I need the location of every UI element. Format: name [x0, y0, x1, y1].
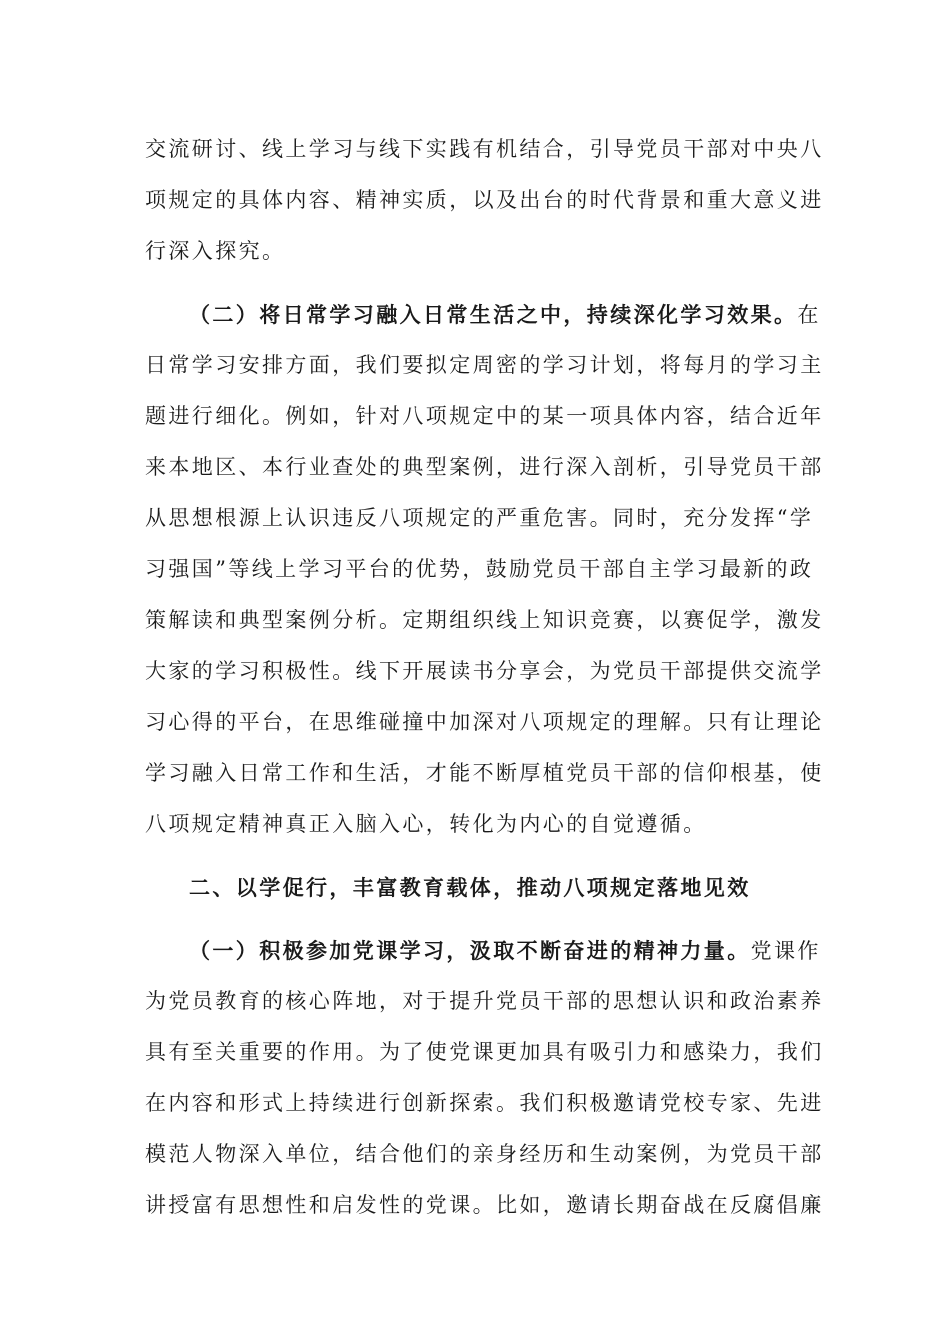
text-line: 项规定的具体内容、精神实质，以及出台的时代背景和重大意义进 [145, 188, 824, 212]
text-line: 具有至关重要的作用。为了使党课更加具有吸引力和感染力，我们 [145, 1040, 824, 1064]
paragraph-continuation [145, 124, 824, 277]
text-line: 大家的学习积极性。线下开展读书分享会，为党员干部提供交流学 [145, 659, 824, 683]
text-line: 在内容和形式上持续进行创新探索。我们积极邀请党校专家、先进 [145, 1091, 824, 1115]
text-line: 讲授富有思想性和启发性的党课。比如，邀请长期奋战在反腐倡廉 [145, 1193, 824, 1217]
paragraph-daily-study [145, 289, 824, 850]
text-line: 日常学习安排方面，我们要拟定周密的学习计划，将每月的学习主 [145, 353, 824, 377]
text-line: 为党员教育的核心阵地，对于提升党员干部的思想认识和政治素养 [145, 989, 824, 1013]
section-heading: 二、以学促行，丰富教育载体，推动八项规定落地见效 [189, 875, 751, 900]
text-line: 从思想根源上认识违反八项规定的严重危害。同时，充分发挥“学 [145, 506, 814, 530]
text-fragment: 党课作 [750, 939, 821, 963]
document-body [145, 124, 824, 1231]
paragraph-first-line [145, 289, 821, 340]
paragraph-first-line [145, 925, 821, 976]
subheading-party-lessons: （一）积极参加党课学习，汲取不断奋进的精神力量。 [189, 938, 751, 963]
text-line: 模范人物深入单位，结合他们的亲身经历和生动案例，为党员干部 [145, 1142, 824, 1166]
text-line: 学习融入日常工作和生活，才能不断厚植党员干部的信仰根基，使 [145, 761, 824, 785]
text-line: 行深入探究。 [145, 239, 286, 263]
text-line: 交流研讨、线上学习与线下实践有机结合，引导党员干部对中央八 [145, 137, 824, 161]
subheading-daily-study: （二）将日常学习融入日常生活之中，持续深化学习效果。 [189, 302, 798, 327]
text-line: 来本地区、本行业查处的典型案例，进行深入剖析，引导党员干部 [145, 455, 824, 479]
text-line: 习强国”等线上学习平台的优势，鼓励党员干部自主学习最新的政 [145, 557, 814, 581]
text-line: 策解读和典型案例分析。定期组织线上知识竞赛，以赛促学，激发 [145, 608, 824, 632]
text-line: 题进行细化。例如，针对八项规定中的某一项具体内容，结合近年 [145, 404, 824, 428]
paragraph-party-lessons [145, 925, 824, 1231]
text-fragment: 在 [797, 303, 821, 327]
text-line: 习心得的平台，在思维碰撞中加深对八项规定的理解。只有让理论 [145, 710, 824, 734]
text-line: 八项规定精神真正入脑入心，转化为内心的自觉遵循。 [145, 812, 707, 836]
